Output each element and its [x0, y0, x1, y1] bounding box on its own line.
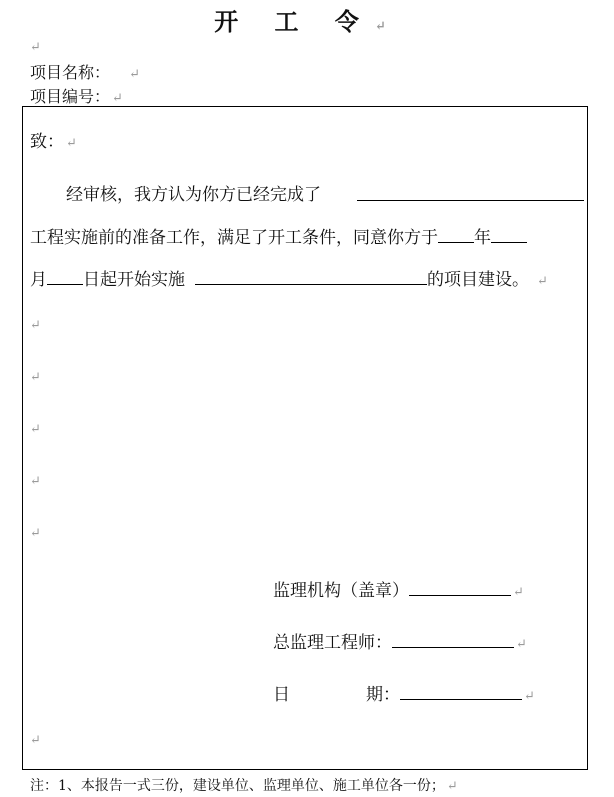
- body-line-1: [66, 180, 321, 205]
- body-text-start: 日起开始实施: [83, 270, 185, 290]
- paragraph-mark-icon: ↵: [513, 585, 524, 600]
- project-name-label: 项目名称：: [30, 63, 111, 82]
- paragraph-mark-icon: ↵: [66, 136, 77, 151]
- day-blank-field: [47, 267, 83, 285]
- paragraph-mark-icon: ↵: [446, 779, 458, 794]
- date-label-first-char: 日: [273, 685, 290, 705]
- empty-paragraph: [30, 422, 41, 437]
- date-label-second-part: 期：: [366, 685, 400, 705]
- project-number-label: 项目编号：: [30, 87, 111, 106]
- empty-paragraph: [30, 318, 41, 333]
- addressee-line: [30, 127, 77, 152]
- completed-blank-field: [357, 185, 584, 201]
- month-blank-field: [491, 225, 527, 243]
- month-label: 月: [30, 270, 47, 290]
- supervision-org-blank-field: [409, 578, 511, 596]
- body-text-preparation: 工程实施前的准备工作，满足了开工条件，同意你方于: [30, 228, 438, 248]
- addressee-label: 致：: [30, 132, 64, 152]
- body-line-3: [30, 265, 548, 290]
- chief-engineer-blank-field: [392, 630, 514, 648]
- body-text-construction: 的项目建设。: [427, 270, 529, 290]
- document-title: [0, 2, 614, 37]
- paragraph-mark-icon: ↵: [30, 526, 41, 541]
- empty-paragraph: [30, 474, 41, 489]
- year-blank-field: [438, 225, 474, 243]
- supervision-org-label: 监理机构（盖章）: [273, 581, 409, 601]
- date-row: [273, 680, 535, 705]
- project-blank-field: [195, 267, 427, 285]
- paragraph-mark-icon: ↵: [30, 474, 41, 489]
- supervision-org-row: [273, 576, 524, 601]
- project-number-row: [30, 84, 123, 107]
- paragraph-mark-icon: ↵: [30, 370, 41, 385]
- paragraph-mark-icon: ↵: [30, 40, 41, 55]
- title-text: 开 工 令: [214, 7, 373, 36]
- empty-paragraph: [30, 526, 41, 541]
- date-blank-field: [400, 682, 522, 700]
- paragraph-mark-icon: ↵: [30, 318, 41, 333]
- paragraph-mark-icon: ↵: [537, 274, 548, 289]
- project-name-row: [30, 60, 140, 83]
- chief-engineer-label: 总监理工程师：: [273, 633, 392, 653]
- paragraph-mark-icon: ↵: [112, 91, 123, 106]
- empty-paragraph: [30, 370, 41, 385]
- year-label: 年: [474, 228, 491, 248]
- body-text-completed: 经审核，我方认为你方已经完成了: [66, 185, 321, 205]
- paragraph-mark-icon: ↵: [374, 19, 400, 34]
- paragraph-mark-icon: ↵: [30, 733, 41, 748]
- footnote-text: 注：1、本报告一式三份，建设单位、监理单位、施工单位各一份；: [30, 778, 445, 794]
- chief-engineer-row: [273, 628, 527, 653]
- paragraph-mark-icon: ↵: [129, 67, 141, 82]
- body-line-2: [30, 223, 527, 248]
- empty-paragraph: [30, 40, 41, 55]
- footnote: [30, 775, 458, 795]
- order-form-box: [22, 106, 588, 770]
- paragraph-mark-icon: ↵: [516, 637, 527, 652]
- empty-paragraph: [30, 733, 41, 748]
- paragraph-mark-icon: ↵: [524, 689, 535, 704]
- paragraph-mark-icon: ↵: [30, 422, 41, 437]
